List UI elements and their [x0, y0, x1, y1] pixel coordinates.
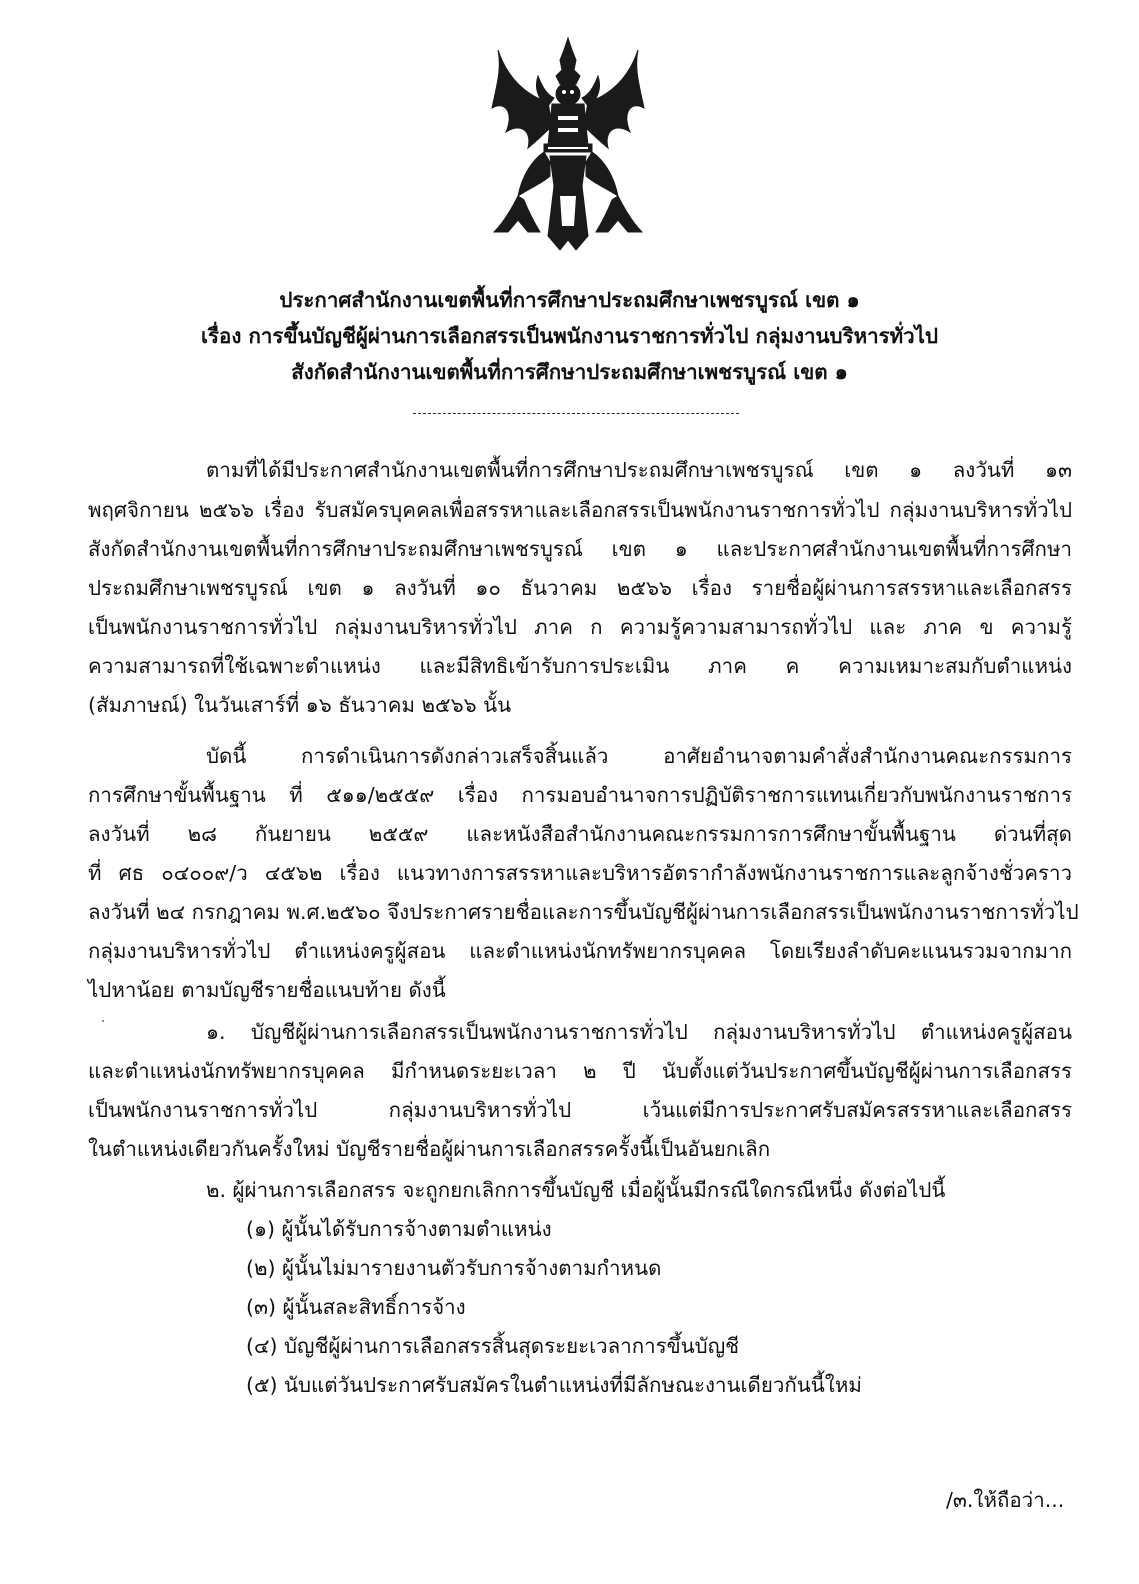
item-2-intro: ๒. ผู้ผ่านการเลือกสรร จะถูกยกเลิกการขึ้นบัญชี เมื่อผู้นั้นมีกรณีใดกรณีหนึ่ง ดังต่อไปนี้	[206, 1178, 946, 1202]
paragraph-2-line: ที่ ศธ ๐๔๐๐๙/ว ๔๕๖๒ เรื่อง แนวทางการสรรหาและบริหารอัตรากำลังพนักงานราชการและลูกจ้างชั่วคราว	[88, 861, 1072, 885]
item-2-subitem: (๒) ผู้นั้นไม่มารายงานตัวรับการจ้างตามกำหนด	[246, 1256, 662, 1280]
item-2-subitem: (๑) ผู้นั้นได้รับการจ้างตามตำแหน่ง	[246, 1217, 552, 1241]
item-1-line: และตำแหน่งนักทรัพยากรบุคคล มีกำหนดระยะเวลา ๒ ปี นับตั้งแต่วันประกาศขึ้นบัญชีผู้ผ่านการเลือกสรร	[88, 1059, 1072, 1083]
item-1-line: ในตำแหน่งเดียวกันครั้งใหม่ บัญชีรายชื่อผู้ผ่านการเลือกสรรครั้งนี้เป็นอันยกเลิก	[88, 1137, 771, 1161]
page-continuation: /๓.ให้ถือว่า...	[946, 1488, 1065, 1512]
paragraph-1-line: เป็นพนักงานราชการทั่วไป กลุ่มงานบริหารทั่วไป ภาค ก ความรู้ความสามารถทั่วไป และ ภาค ข ความรู้	[88, 615, 1072, 639]
paragraph-1-line: ตามที่ได้มีประกาศสำนักงานเขตพื้นที่การศึกษาประถมศึกษาเพชรบูรณ์ เขต ๑ ลงวันที่ ๑๓	[206, 458, 1072, 482]
paragraph-1-line: ความสามารถที่ใช้เฉพาะตำแหน่ง และมีสิทธิเข้ารับการประเมิน ภาค ค ความเหมาะสมกับตำแหน่ง	[88, 654, 1072, 678]
paragraph-2-line: กลุ่มงานบริหารทั่วไป ตำแหน่งครูผู้สอน และตำแหน่งนักทรัพยากรบุคคล โดยเรียงลำดับคะแนนรวมจากมาก	[88, 939, 1072, 963]
item-2-subitem: (๕) นับแต่วันประกาศรับสมัครในตำแหน่งที่มีลักษณะงานเดียวกันนี้ใหม่	[246, 1373, 862, 1397]
paragraph-2-line: ลงวันที่ ๒๔ กรกฎาคม พ.ศ.๒๕๖๐ จึงประกาศรายชื่อและการขึ้นบัญชีผู้ผ่านการเลือกสรรเป็นพนักงานราชการทั่วไป	[88, 900, 1079, 924]
title-divider	[413, 413, 739, 414]
paragraph-2-line: บัดนี้ การดำเนินการดังกล่าวเสร็จสิ้นแล้ว อาศัยอำนาจตามคำสั่งสำนักงานคณะกรรมการ	[206, 744, 1072, 768]
announcement-title: ประกาศสำนักงานเขตพื้นที่การศึกษาประถมศึกษาเพชรบูรณ์ เขต ๑	[279, 288, 860, 312]
scan-speck	[102, 1020, 104, 1022]
announcement-subject: เรื่อง การขึ้นบัญชีผู้ผ่านการเลือกสรรเป็นพนักงานราชการทั่วไป กลุ่มงานบริหารทั่วไป	[201, 324, 938, 348]
item-1-line: ๑. บัญชีผู้ผ่านการเลือกสรรเป็นพนักงานราชการทั่วไป กลุ่มงานบริหารทั่วไป ตำแหน่งครูผู้สอน	[206, 1020, 1072, 1044]
paragraph-2-line: ลงวันที่ ๒๘ กันยายน ๒๕๕๙ และหนังสือสำนักงานคณะกรรมการการศึกษาขั้นพื้นฐาน ด่วนที่สุด	[88, 822, 1072, 846]
paragraph-1-line: (สัมภาษณ์) ในวันเสาร์ที่ ๑๖ ธันวาคม ๒๕๖๖ นั้น	[88, 693, 512, 717]
item-1-line: เป็นพนักงานราชการทั่วไป กลุ่มงานบริหารทั่วไป เว้นแต่มีการประกาศรับสมัครสรรหาและเลือกสรร	[88, 1098, 1072, 1122]
item-2-subitem: (๔) บัญชีผู้ผ่านการเลือกสรรสิ้นสุดระยะเวลาการขึ้นบัญชี	[246, 1334, 740, 1358]
paragraph-2-line: การศึกษาขั้นพื้นฐาน ที่ ๕๑๑/๒๕๕๙ เรื่อง การมอบอำนาจการปฏิบัติราชการแทนเกี่ยวกับพนักงานราชการ	[88, 783, 1072, 807]
garuda-emblem-icon	[488, 36, 648, 254]
item-2-subitem: (๓) ผู้นั้นสละสิทธิ์การจ้าง	[246, 1295, 466, 1319]
paragraph-2-line: ไปหาน้อย ตามบัญชีรายชื่อแนบท้าย ดังนี้	[88, 978, 446, 1002]
paragraph-1-line: สังกัดสำนักงานเขตพื้นที่การศึกษาประถมศึกษาเพชรบูรณ์ เขต ๑ และประกาศสำนักงานเขตพื้นที่การศึกษา	[88, 537, 1072, 561]
announcement-affiliation: สังกัดสำนักงานเขตพื้นที่การศึกษาประถมศึกษาเพชรบูรณ์ เขต ๑	[291, 360, 848, 384]
paragraph-1-line: ประถมศึกษาเพชรบูรณ์ เขต ๑ ลงวันที่ ๑๐ ธันวาคม ๒๕๖๖ เรื่อง รายชื่อผู้ผ่านการสรรหาและเลือกสรร	[88, 576, 1072, 600]
paragraph-1-line: พฤศจิกายน ๒๕๖๖ เรื่อง รับสมัครบุคคลเพื่อสรรหาและเลือกสรรเป็นพนักงานราชการทั่วไป กลุ่มงานบริหารทั่วไป	[88, 498, 1072, 522]
